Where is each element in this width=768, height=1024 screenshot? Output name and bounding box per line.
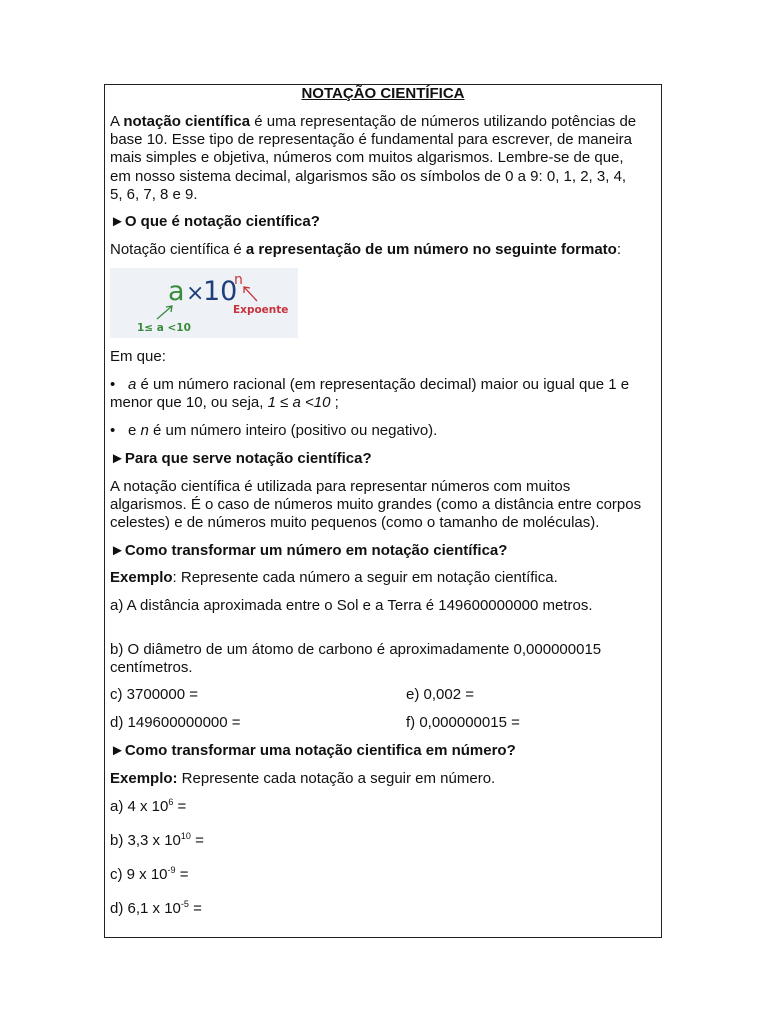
exercise-2d: d) 6,1 x $10^{-5}$ = <box>110 899 202 917</box>
exercise-a: a) A distância aproximada entre o Sol e a Terra é 149600000000 metros. <box>110 597 593 614</box>
heading-transform-to-notation: ►Como transformar um número em notação científica? <box>110 542 508 559</box>
exercise-b-cont: centímetros. <box>110 659 193 676</box>
condition-label: 1≤ a <10 <box>137 322 191 334</box>
bullet-item-a: • a é um número racional (em representação decimal) maior ou igual que 1 e <box>110 376 630 393</box>
bullet-dot: • <box>110 376 116 393</box>
intro-line-5: 5, 6, 7, 8 e 9. <box>110 186 198 203</box>
formula-a: a <box>168 276 185 307</box>
condition-arrow <box>157 306 172 319</box>
intro-bold-term: notação científica <box>123 113 251 130</box>
formula-illustration <box>110 268 298 338</box>
formula-times: × <box>186 281 205 306</box>
exercise-c: c) 3700000 = <box>110 686 198 703</box>
purpose-line-2: algarismos. É o caso de números muito grandes (como a distância entre corpos <box>110 496 642 513</box>
exercise-b: b) O diâmetro de um átomo de carbono é aproximadamente 0,000000015 <box>110 641 602 658</box>
purpose-line-1: A notação científica é utilizada para representar números com muitos <box>110 478 571 495</box>
intro-line-1: A notação científica é uma representação de números utilizando potências de <box>110 113 637 130</box>
intro-line-3: mais simples e objetiva, números com muitos algarismos. Lembre-se de que, <box>110 149 624 166</box>
expoente-label: Expoente <box>233 304 289 316</box>
example-2-instruction: Exemplo: Represente cada notação a seguir em número. <box>110 770 496 787</box>
heading-what-is: ►O que é notação científica? <box>110 213 320 230</box>
bullet-item-a-cont: menor que 10, ou seja, 1 ≤ a <10 ; <box>110 394 339 411</box>
heading-purpose: ►Para que serve notação científica? <box>110 450 372 467</box>
em-que-label: Em que: <box>110 348 166 365</box>
expoente-arrow <box>244 287 257 301</box>
purpose-line-3: celestes) e de números muito pequenos (como o tamanho de moléculas). <box>110 514 600 531</box>
formula-ten: 10 <box>203 276 238 307</box>
exercise-d: d) 149600000000 = <box>110 714 241 731</box>
bullet-item-n: • e n é um número inteiro (positivo ou negativo). <box>110 422 438 439</box>
formula-svg <box>110 268 298 338</box>
exercise-2a: a) 4 x $10^6$ = <box>110 797 187 815</box>
exercise-f: f) 0,000000015 = <box>406 714 520 731</box>
page-title: NOTAÇÃO CIENTÍFICA <box>301 85 465 102</box>
intro-line-4: em nosso sistema decimal, algarismos são os símbolos de 0 a 9: 0, 1, 2, 3, 4, <box>110 168 627 185</box>
definition-line: Notação científica é a representação de um número no seguinte formato: <box>110 241 622 258</box>
exercise-2b: b) 3,3 x $10^{10}$ = <box>110 831 204 849</box>
exercise-2c: c) 9 x $10^{-9}$ = <box>110 865 189 883</box>
example-1-instruction: Exemplo: Represente cada número a seguir em notação científica. <box>110 569 558 586</box>
heading-transform-to-number: ►Como transformar uma notação cientifica em número? <box>110 742 516 759</box>
exercise-e: e) 0,002 = <box>406 686 474 703</box>
intro-line-2: base 10. Esse tipo de representação é fundamental para escrever, de maneira <box>110 131 632 148</box>
formula-exponent-n: n <box>234 272 243 288</box>
bullet-dot: • <box>110 422 116 439</box>
